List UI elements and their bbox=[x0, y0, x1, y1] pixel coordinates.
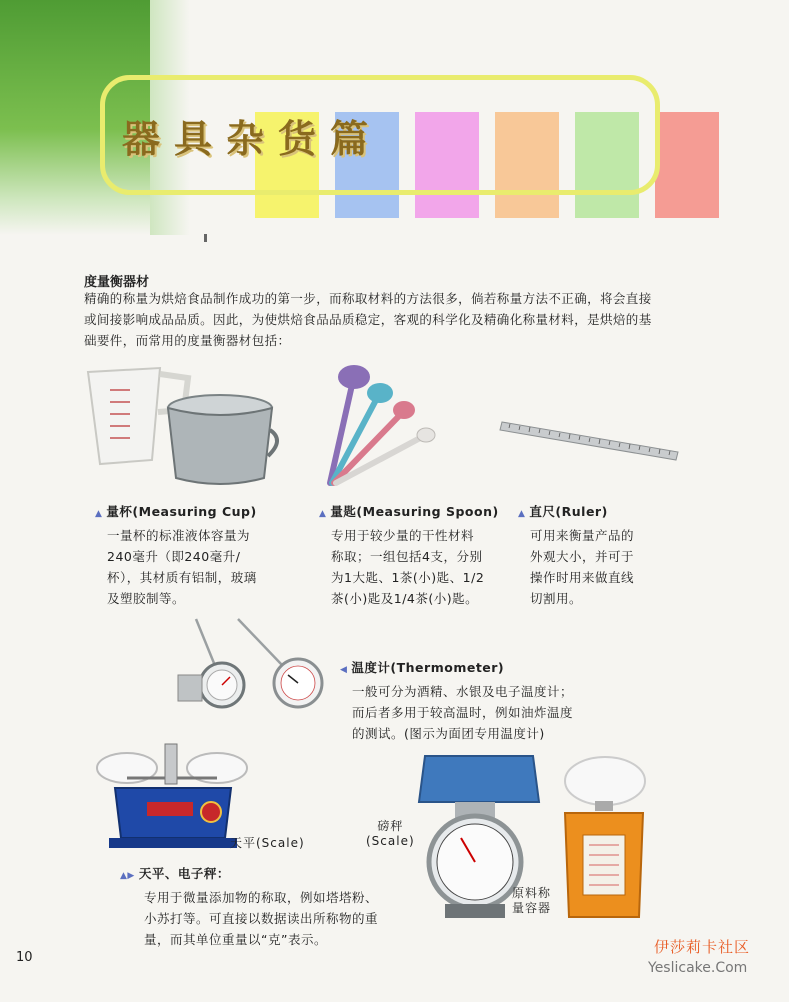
ingredient-scale-caption-line: 原料称 bbox=[512, 886, 552, 900]
section-intro: 精确的称量为烘焙食品制作成功的第一步，而称取材料的方法很多，倘若称量方法不正确，将会直接或间接影响成品品质。因此，为使烘焙食品品质稳定，客观的科学化及精确化称量材料，是烘焙的基础要件，而常用的度量衡器材包括： bbox=[84, 291, 652, 348]
color-block-red bbox=[655, 112, 719, 218]
triangle-bullet-icon: ▲ bbox=[319, 509, 327, 519]
item-line: 一量杯的标准液体容量为 bbox=[107, 528, 251, 543]
item-measuring-cup bbox=[95, 501, 257, 609]
item-line: 而后者多用于较高温时，例如油炸温度 bbox=[352, 705, 574, 720]
item-line: 茶(小)匙及1/4茶(小)匙。 bbox=[331, 591, 479, 606]
item-line: 称取；一组包括4支，分别 bbox=[331, 549, 483, 564]
item-line: 专用于较少量的干性材料 bbox=[331, 528, 475, 543]
item-line: 240毫升（即240毫升/ bbox=[107, 549, 241, 564]
item-heading: 温度计(Thermometer) bbox=[351, 660, 505, 675]
spring-scale-caption-line: 磅秤 bbox=[377, 819, 404, 833]
item-line: 为1大匙、1茶(小)匙、1/2 bbox=[331, 570, 485, 585]
watermark-cn: 伊莎莉卡社区 bbox=[654, 938, 751, 956]
item-scales bbox=[120, 863, 378, 950]
item-line: 一般可分为酒精、水银及电子温度计； bbox=[352, 684, 574, 699]
item-line: 及塑胶制等。 bbox=[107, 591, 186, 606]
item-heading: 量杯(Measuring Cup) bbox=[106, 504, 257, 519]
watermark-en: Yeslicake.Com bbox=[648, 960, 748, 976]
item-line: 操作时用来做直线 bbox=[530, 570, 635, 585]
item-line: 的测试。(图示为面团专用温度计) bbox=[352, 726, 545, 741]
item-line: 杯），其材质有铝制，玻璃 bbox=[107, 570, 257, 585]
item-ruler bbox=[518, 501, 634, 609]
page-title: 器具杂货篇 bbox=[122, 116, 383, 161]
item-line: 专用于微量添加物的称取，例如塔塔粉、 bbox=[144, 890, 379, 905]
triangle-bullet-icon: ▲ bbox=[518, 509, 526, 519]
item-line: 量，而其单位重量以“克”表示。 bbox=[144, 932, 327, 947]
decorative-tick bbox=[204, 234, 207, 242]
spring-scale-caption-line: (Scale) bbox=[366, 834, 415, 848]
balance-caption: 天平(Scale) bbox=[230, 836, 305, 850]
ingredient-scale-image bbox=[555, 755, 650, 925]
measuring-spoon-image bbox=[318, 365, 448, 490]
item-line: 外观大小，并可于 bbox=[530, 549, 635, 564]
ingredient-scale-caption bbox=[512, 886, 551, 916]
item-line: 切割用。 bbox=[530, 591, 583, 606]
page-number: 10 bbox=[16, 950, 33, 965]
triangle-bullet-icon: ◀ bbox=[340, 665, 348, 675]
item-thermometer bbox=[340, 657, 573, 744]
item-line: 小苏打等。可直接以数据读出所称物的重 bbox=[144, 911, 379, 926]
item-heading: 天平、电子秤： bbox=[138, 866, 230, 881]
triangle-bullet-icon: ▲ bbox=[95, 509, 103, 519]
ingredient-scale-caption-line: 量容器 bbox=[512, 901, 552, 915]
item-heading: 直尺(Ruler) bbox=[529, 504, 608, 519]
thermometer-image bbox=[170, 615, 335, 715]
triangle-bullet-icon: ▲▶ bbox=[120, 871, 135, 881]
item-heading: 量匙(Measuring Spoon) bbox=[330, 504, 499, 519]
spring-scale-caption bbox=[366, 819, 415, 849]
item-measuring-spoon bbox=[319, 501, 499, 609]
item-line: 可用来衡量产品的 bbox=[530, 528, 635, 543]
measuring-cup-image bbox=[80, 360, 280, 490]
section-title: 度量衡器材 bbox=[84, 275, 150, 290]
ruler-image bbox=[500, 418, 680, 464]
